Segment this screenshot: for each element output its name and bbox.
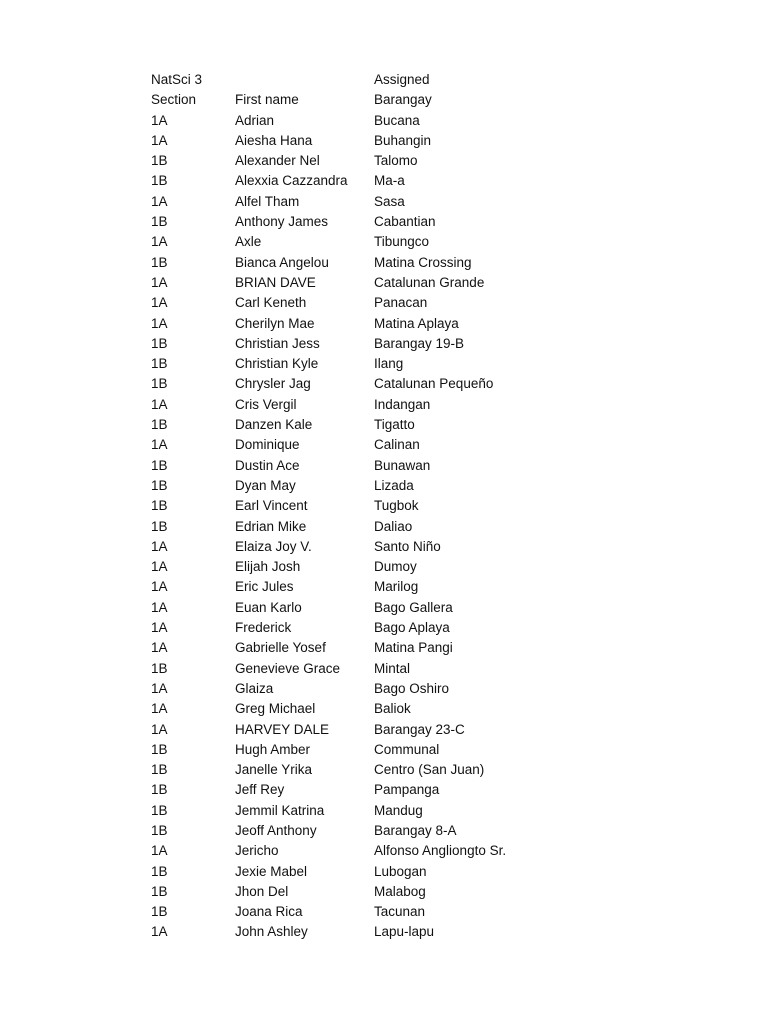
section-cell: 1A <box>151 193 168 209</box>
section-cell: 1A <box>151 132 168 148</box>
first-name-cell: Gabrielle Yosef <box>235 640 326 656</box>
barangay-cell: Ilang <box>374 356 404 372</box>
first-name-cell: Jhon Del <box>235 883 289 899</box>
section-cell: 1B <box>151 904 168 920</box>
section-cell: 1B <box>151 376 168 392</box>
barangay-cell: Matina Aplaya <box>374 315 459 331</box>
barangay-cell: Cabantian <box>374 214 436 230</box>
first-name-cell: Dominique <box>235 437 300 453</box>
section-cell: 1B <box>151 214 168 230</box>
barangay-cell: Malabog <box>374 883 426 899</box>
section-cell: 1A <box>151 538 168 554</box>
section-cell: 1A <box>151 579 168 595</box>
section-cell: 1B <box>151 173 168 189</box>
first-name-cell: Elijah Josh <box>235 559 301 575</box>
first-name-cell: Christian Jess <box>235 335 320 351</box>
section-cell: 1B <box>151 660 168 676</box>
barangay-cell: Barangay 19-B <box>374 335 465 351</box>
barangay-cell: Calinan <box>374 437 420 453</box>
section-cell: 1A <box>151 924 168 940</box>
first-name-cell: BRIAN DAVE <box>235 274 316 290</box>
first-name-cell: Axle <box>235 234 262 250</box>
section-cell: 1B <box>151 822 168 838</box>
first-name-cell: Glaiza <box>235 680 274 696</box>
section-cell: 1A <box>151 234 168 250</box>
barangay-cell: Mandug <box>374 802 423 818</box>
barangay-cell: Centro (San Juan) <box>374 762 485 778</box>
first-name-cell: Genevieve Grace <box>235 660 341 676</box>
barangay-cell: Sasa <box>374 193 405 209</box>
first-name-cell: Bianca Angelou <box>235 254 329 270</box>
barangay-cell: Tacunan <box>374 904 426 920</box>
first-name-cell: Frederick <box>235 620 292 636</box>
barangay-cell: Tugbok <box>374 498 419 514</box>
first-name-cell: Jeoff Anthony <box>235 822 317 838</box>
section-cell: 1B <box>151 782 168 798</box>
course-label: NatSci 3 <box>151 72 203 87</box>
section-cell: 1B <box>151 153 168 169</box>
barangay-cell: Dumoy <box>374 559 417 575</box>
first-name-cell: Alexander Nel <box>235 153 320 169</box>
section-cell: 1B <box>151 518 168 534</box>
section-cell: 1A <box>151 396 168 412</box>
first-name-cell: Christian Kyle <box>235 356 319 372</box>
section-cell: 1B <box>151 477 168 493</box>
barangay-cell: Bucana <box>374 112 420 128</box>
section-cell: 1A <box>151 295 168 311</box>
section-header: Section <box>151 92 197 108</box>
barangay-cell: Matina Pangi <box>374 640 453 656</box>
barangay-cell: Indangan <box>374 396 431 412</box>
section-cell: 1A <box>151 620 168 636</box>
barangay-cell: Catalunan Pequeño <box>374 376 494 392</box>
first-name-cell: Jericho <box>235 843 279 859</box>
first-name-cell: Jemmil Katrina <box>235 802 325 818</box>
first-name-cell: Euan Karlo <box>235 599 302 615</box>
first-name-cell: Adrian <box>235 112 275 128</box>
section-cell: 1B <box>151 254 168 270</box>
section-cell: 1B <box>151 498 168 514</box>
barangay-cell: Lapu-lapu <box>374 924 435 940</box>
first-name-cell: Edrian Mike <box>235 518 307 534</box>
first-name-cell: Jeff Rey <box>235 782 285 798</box>
section-cell: 1A <box>151 843 168 859</box>
barangay-cell: Pampanga <box>374 782 440 798</box>
first-name-cell: Cherilyn Mae <box>235 315 315 331</box>
barangay-cell: Alfonso Angliongto Sr. <box>374 843 507 859</box>
first-name-cell: Cris Vergil <box>235 396 297 412</box>
barangay-cell: Santo Niño <box>374 538 441 554</box>
section-cell: 1A <box>151 274 168 290</box>
section-cell: 1A <box>151 599 168 615</box>
section-cell: 1A <box>151 701 168 717</box>
barangay-cell: Tibungco <box>374 234 430 250</box>
section-cell: 1B <box>151 356 168 372</box>
barangay-cell: Panacan <box>374 295 428 311</box>
barangay-cell: Barangay 8-A <box>374 822 457 838</box>
first-name-cell: Janelle Yrika <box>235 762 313 778</box>
assigned-label: Assigned <box>374 72 430 87</box>
barangay-cell: Daliao <box>374 518 413 534</box>
barangay-cell: Baliok <box>374 701 411 717</box>
section-cell: 1B <box>151 883 168 899</box>
barangay-cell: Mintal <box>374 660 411 676</box>
barangay-cell: Lubogan <box>374 863 427 879</box>
section-cell: 1B <box>151 863 168 879</box>
section-cell: 1B <box>151 802 168 818</box>
first-name-cell: Alexxia Cazzandra <box>235 173 348 189</box>
first-name-cell: Joana Rica <box>235 904 303 920</box>
first-name-cell: Chrysler Jag <box>235 376 311 392</box>
barangay-header: Barangay <box>374 92 432 108</box>
section-cell: 1A <box>151 315 168 331</box>
section-cell: 1A <box>151 559 168 575</box>
barangay-cell: Buhangin <box>374 132 432 148</box>
first-name-cell: Dustin Ace <box>235 457 300 473</box>
barangay-cell: Tigatto <box>374 417 415 433</box>
section-cell: 1B <box>151 417 168 433</box>
section-cell: 1A <box>151 640 168 656</box>
first-name-cell: Hugh Amber <box>235 741 311 757</box>
first-name-cell: Elaiza Joy V. <box>235 538 312 554</box>
first-name-cell: Earl Vincent <box>235 498 308 514</box>
barangay-cell: Lizada <box>374 477 414 493</box>
first-name-header: First name <box>235 92 299 108</box>
first-name-cell: Dyan May <box>235 477 296 493</box>
section-cell: 1A <box>151 680 168 696</box>
barangay-cell: Talomo <box>374 153 418 169</box>
barangay-cell: Barangay 23-C <box>374 721 465 737</box>
barangay-cell: Catalunan Grande <box>374 274 485 290</box>
first-name-cell: John Ashley <box>235 924 308 940</box>
section-cell: 1B <box>151 741 168 757</box>
section-cell: 1A <box>151 437 168 453</box>
barangay-cell: Bago Gallera <box>374 599 453 615</box>
first-name-cell: Aiesha Hana <box>235 132 313 148</box>
first-name-cell: Greg Michael <box>235 701 316 717</box>
barangay-cell: Bago Aplaya <box>374 620 450 636</box>
first-name-cell: Anthony James <box>235 214 329 230</box>
section-cell: 1A <box>151 112 168 128</box>
barangay-cell: Marilog <box>374 579 419 595</box>
barangay-cell: Bago Oshiro <box>374 680 450 696</box>
section-cell: 1A <box>151 721 168 737</box>
barangay-cell: Communal <box>374 741 440 757</box>
barangay-cell: Ma-a <box>374 173 405 189</box>
first-name-cell: HARVEY DALE <box>235 721 330 737</box>
section-cell: 1B <box>151 335 168 351</box>
first-name-cell: Eric Jules <box>235 579 294 595</box>
section-cell: 1B <box>151 457 168 473</box>
first-name-cell: Jexie Mabel <box>235 863 308 879</box>
first-name-cell: Carl Keneth <box>235 295 307 311</box>
first-name-cell: Danzen Kale <box>235 417 313 433</box>
barangay-cell: Bunawan <box>374 457 431 473</box>
section-cell: 1B <box>151 762 168 778</box>
first-name-cell: Alfel Tham <box>235 193 300 209</box>
barangay-cell: Matina Crossing <box>374 254 472 270</box>
